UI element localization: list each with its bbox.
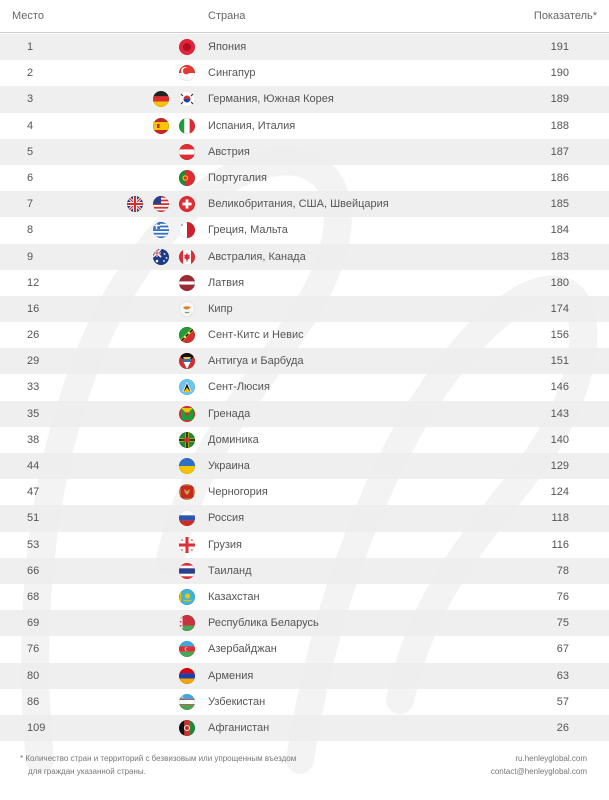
row-score: 191 — [550, 41, 569, 53]
row-score: 78 — [556, 564, 569, 577]
contacts — [491, 752, 587, 778]
table-row — [0, 479, 609, 505]
row-country: Испания, Италия — [208, 119, 296, 132]
row-country: Германия, Южная Корея — [208, 93, 334, 106]
row-country: Сингапур — [208, 67, 256, 80]
table-row — [0, 113, 609, 139]
row-rank: 7 — [27, 198, 34, 211]
row-rank: 51 — [27, 512, 40, 525]
row-rank: 35 — [27, 407, 40, 420]
table-row — [0, 60, 609, 86]
row-score: 63 — [556, 669, 569, 682]
column-header-score: Показатель* — [533, 10, 597, 22]
armenia-flag-icon — [179, 668, 195, 684]
montenegro-flag-icon — [179, 484, 195, 500]
table-row — [0, 296, 609, 322]
row-flags — [179, 563, 195, 579]
row-flags — [179, 668, 195, 684]
thailand-flag-icon — [179, 563, 195, 579]
row-flags — [179, 615, 195, 631]
row-country: Черногория — [208, 486, 268, 499]
row-score: 187 — [550, 145, 569, 158]
table-row — [0, 558, 609, 584]
row-score: 67 — [556, 643, 569, 656]
georgia-flag-icon — [179, 537, 195, 553]
row-score: 116 — [551, 538, 569, 551]
kazakhstan-flag-icon — [179, 589, 195, 605]
row-flags — [179, 406, 195, 422]
row-flags — [153, 118, 195, 134]
table-row — [0, 244, 609, 270]
row-flags — [179, 589, 195, 605]
grenada-flag-icon — [179, 406, 195, 422]
row-country: Украина — [208, 460, 250, 472]
row-score: 184 — [550, 224, 569, 237]
row-flags — [179, 301, 195, 317]
row-flags — [179, 65, 195, 81]
portugal-flag-icon — [179, 170, 195, 186]
row-rank: 38 — [27, 433, 40, 446]
uzbekistan-flag-icon — [179, 694, 195, 710]
row-flags — [179, 510, 195, 526]
row-flags — [127, 196, 195, 212]
row-score: 174 — [550, 302, 569, 315]
usa-flag-icon — [153, 196, 169, 212]
footnote-line: для граждан указанной страны. — [28, 767, 146, 776]
row-score: 151 — [550, 355, 569, 368]
row-score: 26 — [556, 721, 569, 734]
afghanistan-flag-icon — [179, 720, 195, 736]
website-link[interactable]: ru.henleyglobal.com — [515, 754, 587, 763]
table-row — [0, 401, 609, 427]
footnote-line: * Количество стран и территорий с безвизовым или упрощенным въездом — [20, 754, 297, 763]
row-rank: 66 — [27, 564, 40, 577]
azerbaijan-flag-icon — [179, 641, 195, 657]
row-score: 76 — [556, 590, 569, 603]
saint-kitts-flag-icon — [179, 327, 195, 343]
row-score: 57 — [556, 695, 569, 708]
row-rank: 109 — [27, 721, 46, 734]
row-country: Гренада — [208, 407, 251, 420]
row-country: Австралия, Канада — [208, 250, 306, 263]
cyprus-flag-icon — [179, 301, 195, 317]
row-flags — [179, 458, 195, 474]
singapore-flag-icon — [179, 65, 195, 81]
italy-flag-icon — [179, 118, 195, 134]
row-flags — [179, 432, 195, 448]
row-rank: 29 — [27, 355, 40, 368]
switzerland-flag-icon — [179, 196, 195, 212]
ukraine-flag-icon — [179, 458, 195, 474]
table-row — [0, 505, 609, 531]
row-rank: 4 — [27, 119, 34, 132]
table-row — [0, 584, 609, 610]
row-country: Сент-Китс и Невис — [208, 329, 304, 342]
row-rank: 3 — [27, 93, 34, 106]
row-country: Португалия — [208, 171, 267, 184]
table-row — [0, 348, 609, 374]
ranking-table — [0, 34, 609, 741]
row-rank: 16 — [27, 302, 40, 315]
row-flags — [179, 353, 195, 369]
row-country: Афганистан — [208, 721, 270, 734]
row-score: 189 — [550, 93, 569, 106]
table-row — [0, 532, 609, 558]
row-flags — [153, 222, 195, 238]
row-rank: 26 — [27, 329, 40, 342]
latvia-flag-icon — [179, 275, 195, 291]
row-score: 186 — [550, 171, 569, 184]
footer — [0, 740, 609, 800]
south-korea-flag-icon — [179, 91, 195, 107]
row-country: Австрия — [208, 145, 250, 158]
row-score: 183 — [550, 250, 569, 263]
row-flags — [179, 170, 195, 186]
row-score: 75 — [556, 617, 569, 630]
row-country: Узбекистан — [208, 695, 266, 708]
row-rank: 68 — [27, 590, 40, 603]
row-score: 180 — [550, 276, 569, 289]
table-row — [0, 636, 609, 662]
germany-flag-icon — [153, 91, 169, 107]
japan-flag-icon — [179, 39, 195, 55]
row-flags — [179, 144, 195, 160]
table-row — [0, 610, 609, 636]
row-rank: 5 — [27, 145, 34, 158]
row-flags — [179, 39, 195, 55]
row-score: 129 — [550, 460, 569, 472]
russia-flag-icon — [179, 510, 195, 526]
row-rank: 1 — [27, 41, 34, 53]
table-row — [0, 715, 609, 741]
row-rank: 12 — [27, 276, 40, 289]
row-country: Грузия — [208, 538, 242, 551]
row-rank: 6 — [27, 171, 34, 184]
row-score: 140 — [550, 433, 569, 446]
row-country: Доминика — [208, 433, 259, 446]
row-score: 185 — [550, 198, 569, 211]
row-country: Армения — [208, 669, 254, 682]
row-country: Великобритания, США, Швейцария — [208, 198, 389, 211]
table-row — [0, 139, 609, 165]
belarus-flag-icon — [179, 615, 195, 631]
row-country: Республика Беларусь — [208, 617, 319, 630]
row-country: Греция, Мальта — [208, 224, 288, 237]
row-score: 188 — [550, 119, 569, 132]
row-country: Россия — [208, 512, 245, 525]
saint-lucia-flag-icon — [179, 379, 195, 395]
row-rank: 53 — [27, 538, 40, 551]
row-rank: 80 — [27, 669, 40, 682]
table-row — [0, 453, 609, 479]
row-rank: 8 — [27, 224, 34, 237]
table-row — [0, 217, 609, 243]
canada-flag-icon — [179, 249, 195, 265]
row-flags — [179, 275, 195, 291]
row-score: 146 — [550, 381, 569, 394]
table-row — [0, 427, 609, 453]
row-rank: 76 — [27, 643, 40, 656]
row-score: 124 — [550, 486, 569, 499]
row-rank: 33 — [27, 381, 40, 394]
antigua-flag-icon — [179, 353, 195, 369]
row-flags — [153, 249, 195, 265]
row-rank: 9 — [27, 250, 34, 263]
row-flags — [179, 720, 195, 736]
table-row — [0, 689, 609, 715]
row-flags — [179, 537, 195, 553]
table-row — [0, 374, 609, 400]
row-score: 118 — [551, 512, 569, 525]
table-row — [0, 165, 609, 191]
row-country: Кипр — [208, 302, 233, 315]
table-row — [0, 86, 609, 112]
austria-flag-icon — [179, 144, 195, 160]
row-flags — [153, 91, 195, 107]
row-country: Латвия — [208, 276, 245, 289]
column-header-country: Страна — [208, 10, 246, 22]
table-row — [0, 322, 609, 348]
row-rank: 44 — [27, 460, 40, 472]
table-header — [0, 0, 609, 33]
row-flags — [179, 379, 195, 395]
greece-flag-icon — [153, 222, 169, 238]
row-flags — [179, 327, 195, 343]
footnote — [20, 752, 360, 778]
table-row — [0, 34, 609, 60]
dominica-flag-icon — [179, 432, 195, 448]
row-flags — [179, 484, 195, 500]
uk-flag-icon — [127, 196, 143, 212]
row-country: Азербайджан — [208, 643, 277, 656]
row-score: 143 — [550, 407, 569, 420]
australia-flag-icon — [153, 249, 169, 265]
row-country: Таиланд — [208, 564, 252, 577]
row-rank: 86 — [27, 695, 40, 708]
row-country: Сент-Люсия — [208, 381, 270, 394]
email-link[interactable]: contact@henleyglobal.com — [490, 767, 587, 776]
row-flags — [179, 641, 195, 657]
table-row — [0, 191, 609, 217]
table-row — [0, 270, 609, 296]
row-score: 190 — [550, 67, 569, 80]
row-rank: 69 — [27, 617, 40, 630]
row-country: Антигуа и Барбуда — [208, 355, 304, 368]
row-country: Казахстан — [208, 590, 260, 603]
row-score: 156 — [550, 329, 569, 342]
row-country: Япония — [208, 41, 247, 53]
malta-flag-icon — [179, 222, 195, 238]
table-row — [0, 663, 609, 689]
row-rank: 47 — [27, 486, 40, 499]
row-rank: 2 — [27, 67, 34, 80]
column-header-rank: Место — [12, 10, 44, 22]
row-flags — [179, 694, 195, 710]
spain-flag-icon — [153, 118, 169, 134]
